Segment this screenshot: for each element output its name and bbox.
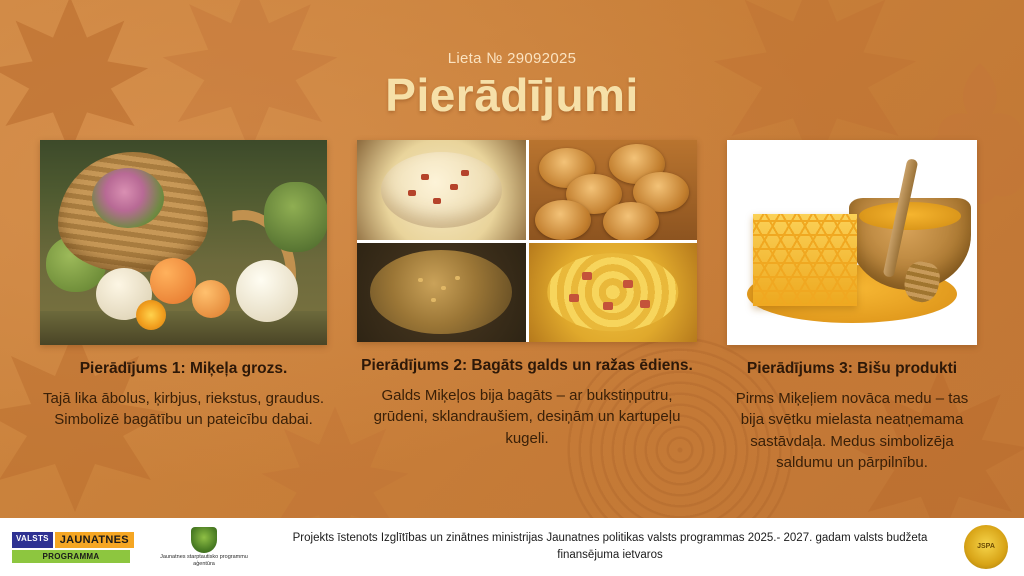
logo-jaunatnes-label: JAUNATNES (55, 532, 134, 548)
potato-kugelis-photo (529, 243, 698, 343)
crest-icon (191, 527, 217, 553)
evidence-column-3 (727, 140, 977, 473)
evidence-1-title: Pierādījums 1: Miķeļa grozs. (79, 360, 288, 377)
case-number: Lieta № 29092025 (447, 50, 577, 67)
page-title: Pierādījumi (385, 69, 639, 121)
jspa-round-logo: JSPA (964, 525, 1008, 569)
logo-valsts-label: VALSTS (12, 532, 53, 548)
jspa-agency-logo (152, 527, 256, 568)
footer-funding-text: Projekts īstenots Izglītības un zinātnes ministrijas Jaunatnes politikas valsts programmas 2025.- 2027. gadam valsts budžeta finansējuma ietvaros (292, 531, 928, 561)
evidence-2-body: Galds Miķeļos bija bagāts – ar bukstiņputru, grūdeni, sklandraušiem, desiņām un kartupeļu kugeli. (373, 387, 681, 447)
footer-bar (0, 518, 1024, 576)
evidence-column-2 (357, 140, 697, 449)
pan-with-grains-photo (357, 243, 526, 343)
logo-programma-label: PROGRAMMA (12, 550, 130, 563)
honeycomb-and-honey-photo (727, 140, 977, 345)
sklandrausis-pastries-photo (529, 140, 698, 240)
evidence-2-title: Pierādījums 2: Bagāts galds un ražas ēdiens. (361, 357, 693, 374)
evidence-3-title: Pierādījums 3: Bišu produkti (746, 360, 958, 377)
basket-of-vegetables-photo (40, 140, 327, 345)
evidence-3-body: Pirms Miķeļiem novāca medu – tas bija svētku mielasta neatņemama sastāvdaļa. Medus simbolizēja saldumu un pārpilnību. (735, 390, 969, 472)
porridge-photo (357, 140, 526, 240)
valsts-jaunatnes-programma-logo (12, 532, 130, 563)
evidence-column-1 (40, 140, 327, 431)
evidence-1-body: Tajā lika ābolus, ķirbjus, riekstus, graudus. Simbolizē bagātību un pateicību dabai. (43, 390, 324, 429)
jspa-agency-label: Jaunatnes starptautisko programmu aģentūra (160, 553, 248, 567)
festive-food-collage-photo (357, 140, 697, 342)
